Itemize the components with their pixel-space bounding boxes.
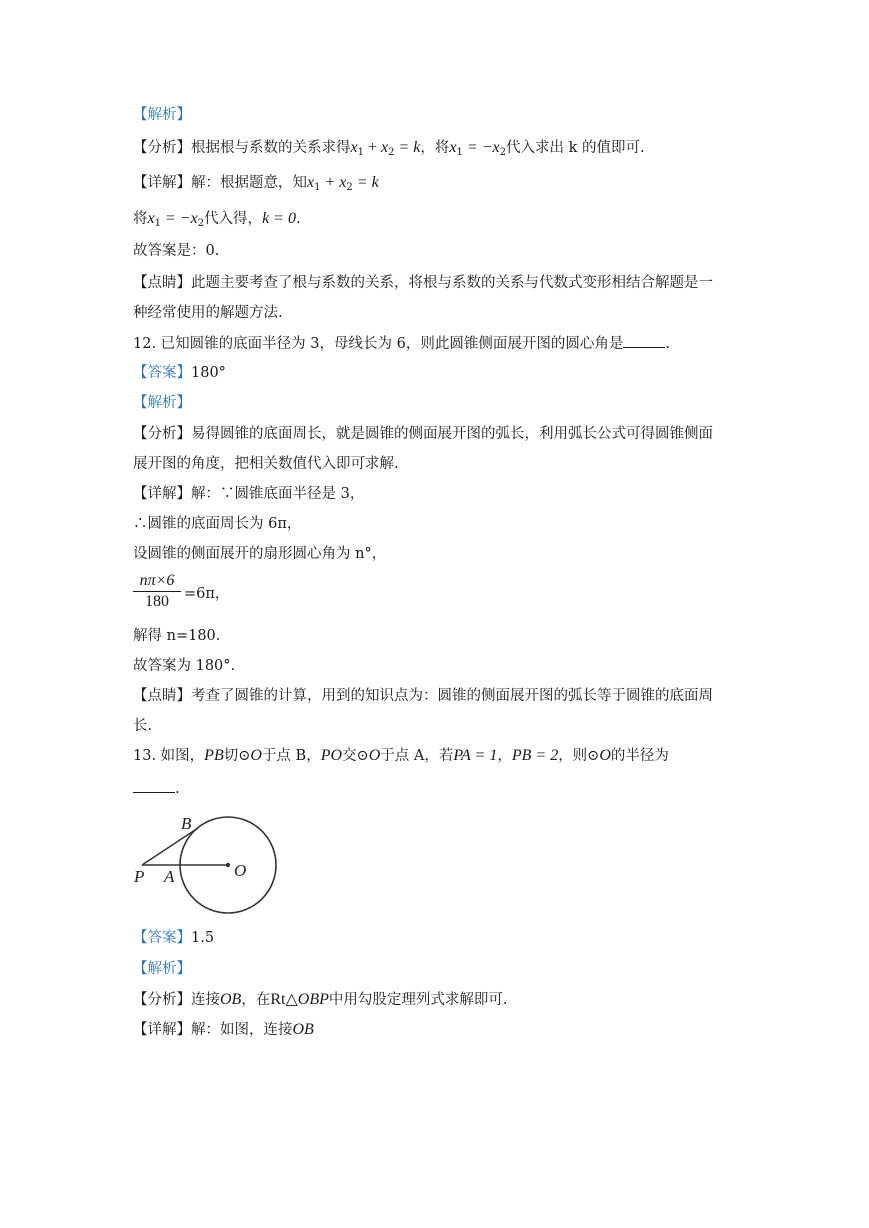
answer-blank-13: [133, 778, 175, 793]
comment-line: 【点睛】此题主要考查了根与系数的关系，将根与系数的关系与代数式变形相结合解题是一: [133, 275, 713, 291]
question-13: 13. 如图，PB切⊙O于点 B，PO交⊙O于点 A，若PA = 1，PB = 2，则⊙O的半径为: [133, 747, 669, 764]
analysis-header-12: 【解析】: [133, 395, 191, 411]
analysis-tag: 【解析】: [133, 107, 191, 123]
circle-tangent-figure: [128, 812, 288, 922]
substitution-line: 将$x_1 = -x_2$代入得，k = 0.: [133, 210, 301, 229]
detail-13: 【详解】解：如图，连接OB: [133, 1021, 314, 1038]
detail-12-step2: ∴圆锥的底面周长为 6π，: [133, 516, 302, 532]
detail-12-step3: 设圆锥的侧面展开的扇形圆心角为 n°，: [133, 546, 387, 562]
comment-12: 【点睛】考查了圆锥的计算，用到的知识点为：圆锥的侧面展开图的弧长等于圆锥的底面周: [133, 688, 713, 704]
solve-line: 解得 n=180.: [133, 628, 221, 644]
label-o: O: [234, 861, 247, 880]
answer-line: 故答案是：0.: [133, 243, 220, 259]
answer-line-12: 故答案为 180°.: [133, 658, 236, 674]
question-12: 12. 已知圆锥的底面半径为 3，母线长为 6，则此圆锥侧面展开图的圆心角是 .: [133, 333, 670, 354]
analysis-12: 【分析】易得圆锥的底面周长，就是圆锥的侧面展开图的弧长，利用弧长公式可得圆锥侧面: [133, 426, 713, 442]
answer-blank: [623, 333, 665, 348]
fraction-expression: nπ×6 180: [133, 572, 181, 611]
detail-12: 【详解】解：∵圆锥底面半径是 3，: [133, 486, 365, 502]
label-b: B: [181, 814, 192, 833]
analysis-12-cont: 展开图的角度，把相关数值代入即可求解.: [133, 456, 399, 472]
answer-13: 【答案】1.5: [133, 930, 215, 946]
fraction-result: =6π，: [184, 586, 230, 602]
center-point: [226, 863, 230, 867]
label-p: P: [134, 867, 145, 886]
tangent-pb: [142, 828, 198, 865]
comment-12-cont: 长.: [133, 718, 153, 734]
detail-line: 【详解】解：根据题意，知$x_1 + x_2 = k$: [133, 174, 379, 193]
answer-12: 【答案】180°: [133, 365, 226, 381]
section-analysis-header: [133, 105, 191, 125]
analysis-header-13: 【解析】: [133, 961, 191, 977]
label-a: A: [164, 867, 175, 886]
analysis-13: 【分析】连接OB，在Rt△OBP中用勾股定理列式求解即可.: [133, 991, 508, 1008]
question-13-blank-line: .: [133, 778, 180, 799]
comment-line-cont: 种经常使用的解题方法.: [133, 305, 283, 321]
analysis-line: 【分析】根据根与系数的关系求得$x_1 + x_2 = k$，将$x_1 = -x_2$代入求出 k 的值即可.: [133, 139, 645, 158]
